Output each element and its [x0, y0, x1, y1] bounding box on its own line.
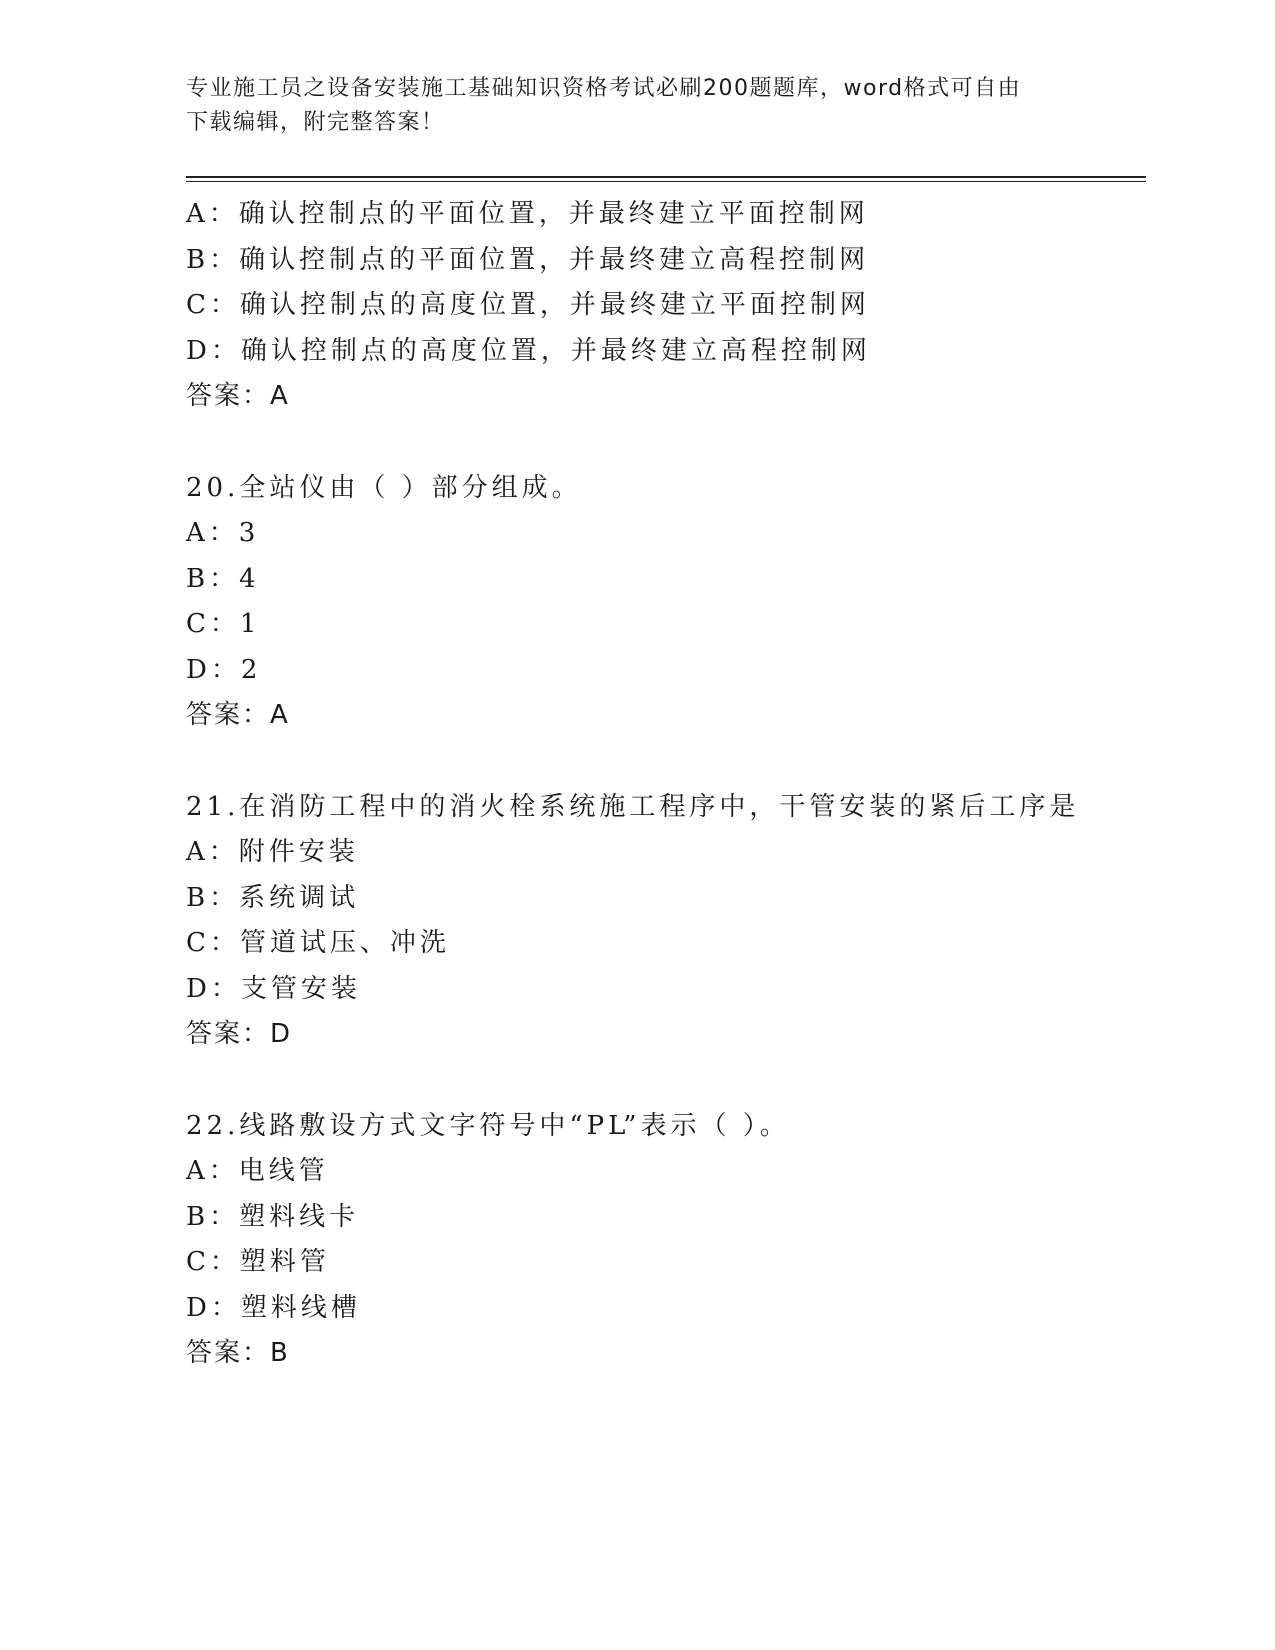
option-b: B：塑料线卡 [186, 1201, 360, 1232]
question-text: 22.线路敷设方式文字符号中“PL”表示（ ）。 [186, 1110, 790, 1141]
header-divider [186, 176, 1146, 182]
option-a: A：电线管 [186, 1156, 329, 1186]
question-22 [186, 1104, 1146, 1377]
answer: 答案：B [186, 1338, 290, 1368]
question-20 [186, 466, 1146, 739]
question-19 [186, 192, 1146, 420]
option-d: D：塑料线槽 [186, 1292, 361, 1323]
question-text: 21.在消防工程中的消火栓系统施工程序中，干管安装的紧后工序是 [186, 791, 1080, 822]
option-b: B：系统调试 [186, 882, 360, 913]
option-a: A：确认控制点的平面位置，并最终建立平面控制网 [186, 199, 869, 229]
question-list [186, 192, 1146, 1377]
option-d: D：2 [186, 654, 262, 685]
header-line-2: 下载编辑，附完整答案！ [186, 110, 445, 135]
option-d: D：支管安装 [186, 973, 361, 1004]
option-c: C：确认控制点的高度位置，并最终建立平面控制网 [186, 290, 870, 320]
question-text: 20.全站仪由（ ）部分组成。 [186, 472, 582, 503]
header-line-1: 专业施工员之设备安装施工基础知识资格考试必刷200题题库，word格式可自由 [186, 76, 1022, 101]
answer: 答案：A [186, 700, 290, 730]
option-a: A：附件安装 [186, 837, 359, 867]
answer: 答案：D [186, 1019, 293, 1049]
option-c: C：管道试压、冲洗 [186, 928, 450, 958]
option-a: A：3 [186, 518, 260, 548]
question-21 [186, 785, 1146, 1058]
option-c: C：1 [186, 609, 261, 639]
option-b: B：4 [186, 563, 260, 594]
option-d: D：确认控制点的高度位置，并最终建立高程控制网 [186, 335, 871, 366]
document-header [186, 72, 1066, 140]
option-c: C：塑料管 [186, 1247, 330, 1277]
document-page [186, 72, 1146, 1377]
option-b: B：确认控制点的平面位置，并最终建立高程控制网 [186, 244, 870, 275]
answer: 答案：A [186, 381, 290, 411]
